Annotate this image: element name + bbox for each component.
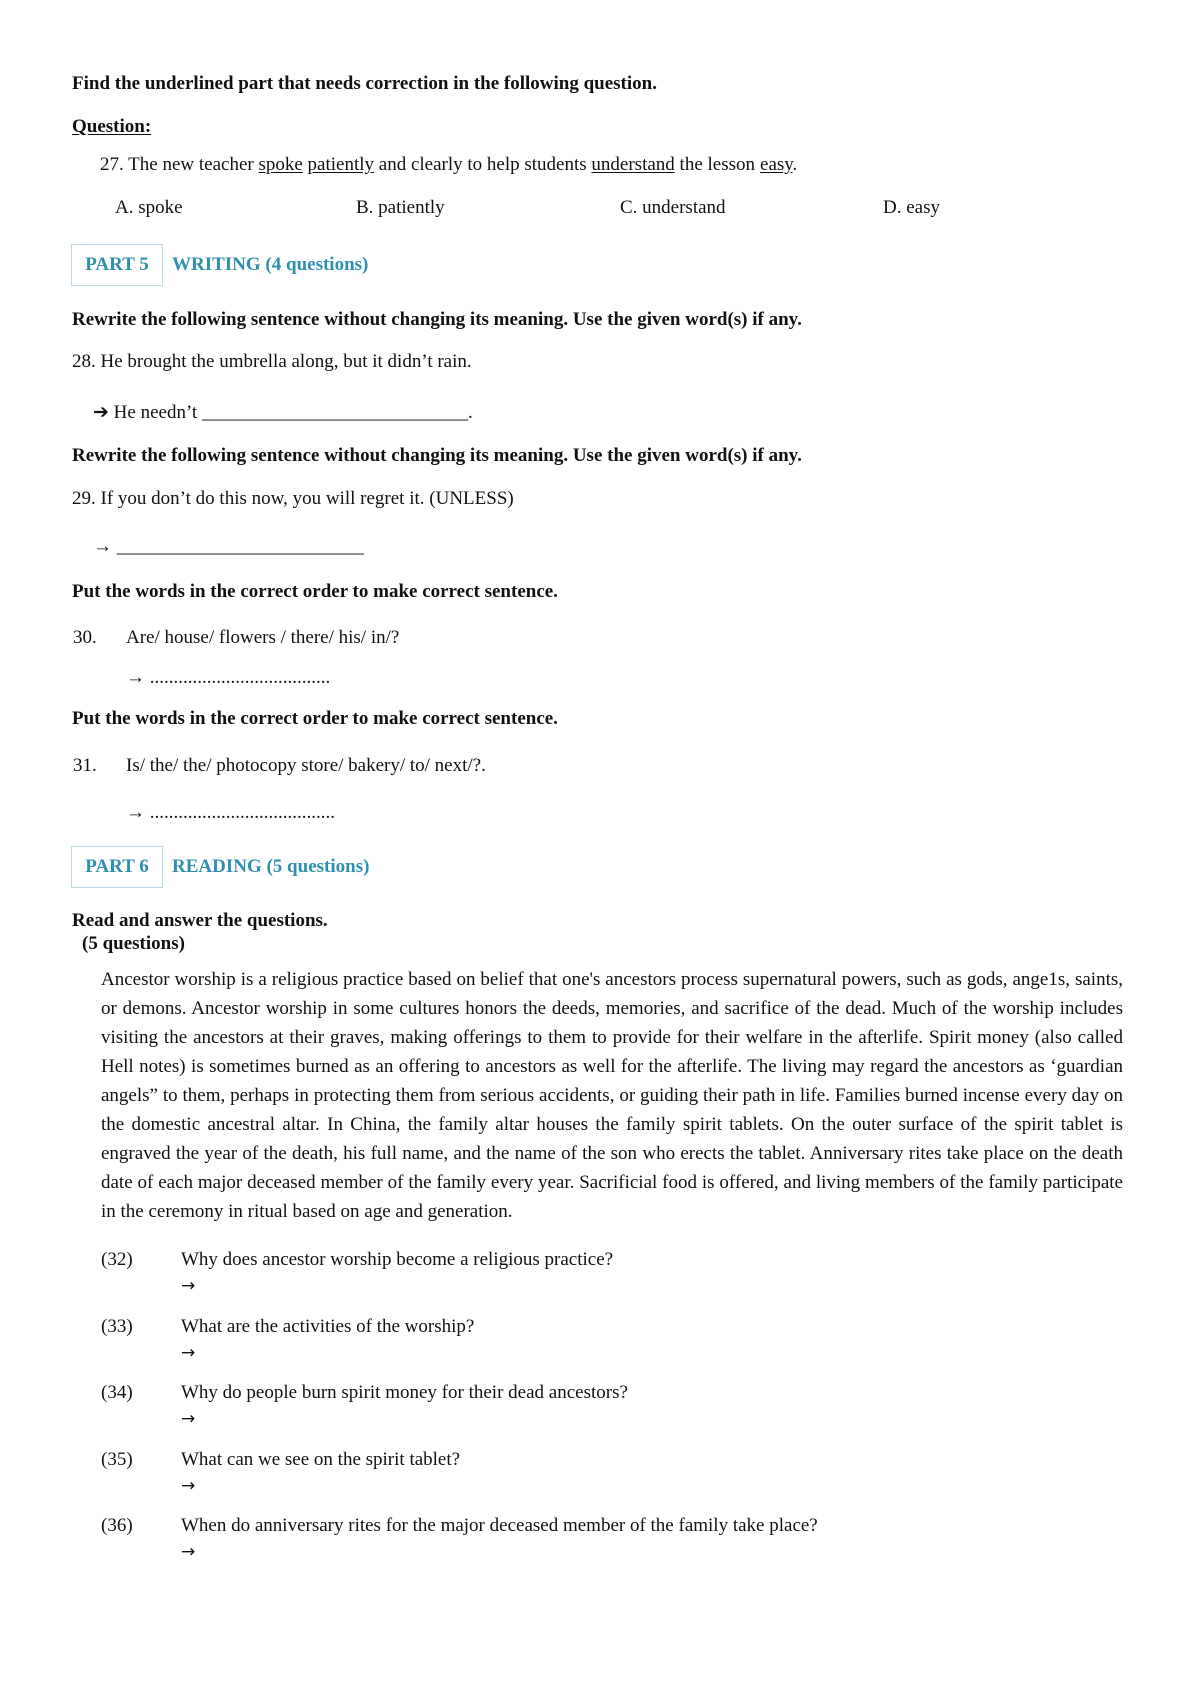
part-5-label: PART 5 bbox=[71, 244, 163, 286]
instruction-reorder-1: Put the words in the correct order to make correct sentence. bbox=[72, 581, 558, 602]
instruction-rewrite-1: Rewrite the following sentence without changing its meaning. Use the given word(s) if any. bbox=[72, 309, 802, 330]
question-30-number: 30. bbox=[73, 627, 97, 648]
answer-line-28[interactable]: ➔ He needn’t ____________________________. bbox=[93, 402, 473, 423]
question-text: Why do people burn spirit money for their dead ancestors? bbox=[181, 1382, 628, 1403]
answer-arrow[interactable]: → bbox=[181, 1343, 196, 1363]
answer-arrow[interactable]: → bbox=[181, 1276, 196, 1296]
answer-line-31[interactable]: → ....................................... bbox=[126, 802, 335, 823]
question-29: 29. If you don’t do this now, you will regret it. (UNLESS) bbox=[72, 488, 514, 509]
question-text: What are the activities of the worship? bbox=[181, 1316, 475, 1337]
option-d[interactable]: D. easy bbox=[883, 197, 940, 218]
option-a[interactable]: A. spoke bbox=[115, 197, 183, 218]
question-number: (35) bbox=[101, 1449, 133, 1470]
question-label: Question: bbox=[72, 116, 152, 137]
underlined-part-b: patiently bbox=[307, 154, 375, 175]
question-text: the lesson bbox=[679, 154, 756, 175]
question-period: . bbox=[792, 154, 798, 175]
question-number: (32) bbox=[101, 1249, 133, 1270]
answer-arrow[interactable]: → bbox=[181, 1409, 196, 1429]
option-c[interactable]: C. understand bbox=[620, 197, 726, 218]
question-text: The new teacher bbox=[128, 154, 254, 175]
question-30: Are/ house/ flowers / there/ his/ in/? bbox=[126, 627, 400, 648]
answer-arrow[interactable]: → bbox=[181, 1542, 196, 1562]
underlined-part-a: spoke bbox=[258, 154, 303, 175]
question-31-number: 31. bbox=[73, 755, 97, 776]
part-6-label: PART 6 bbox=[71, 846, 163, 888]
part-5-title: WRITING (4 questions) bbox=[172, 254, 369, 275]
answer-arrow[interactable]: → bbox=[181, 1476, 196, 1496]
question-text: and clearly to help students bbox=[378, 154, 587, 175]
underlined-part-c: understand bbox=[591, 154, 675, 175]
option-b[interactable]: B. patiently bbox=[356, 197, 445, 218]
question-number: (36) bbox=[101, 1515, 133, 1536]
question-text: When do anniversary rites for the major deceased member of the family take place? bbox=[181, 1515, 818, 1536]
underlined-part-d: easy bbox=[760, 154, 793, 175]
question-text: Why does ancestor worship become a religious practice? bbox=[181, 1249, 614, 1270]
question-31: Is/ the/ the/ photocopy store/ bakery/ to/ next/?. bbox=[126, 755, 486, 776]
instruction-find-error: Find the underlined part that needs correction in the following question. bbox=[72, 73, 657, 94]
question-text: What can we see on the spirit tablet? bbox=[181, 1449, 461, 1470]
answer-line-29[interactable]: → __________________________ bbox=[93, 536, 364, 557]
part-6-title: READING (5 questions) bbox=[172, 856, 370, 877]
reading-passage: Ancestor worship is a religious practice based on belief that one's ancestors process supernatural powers, such as gods, ange1s, saints, or demons. Ancestor worship in some cultures honors the deeds, memories, and sacrifice of the dead. Much of the worship includes visiting the ancestors at their graves, making offerings to them to provide for their welfare in the afterlife. Spirit money (also called Hell notes) is sometimes burned as an offering to ancestors as well for the afterlife. The living may regard the ancestors as ‘guardian angels” to them, perhaps in protecting them from serious accidents, or guiding their path in life. Families burned incense every day on the domestic ancestral altar. In China, the family altar houses the family spirit tablets. On the outer surface of the spirit tablet is engraved the year of the death, his full name, and the name of the son who erects the tablet. Anniversary rites take place on the death date of each major deceased member of the family every year. Sacrificial food is offered, and living members of the family participate in the ceremony in ritual based on age and generation. bbox=[101, 969, 1123, 1222]
question-number: (34) bbox=[101, 1382, 133, 1403]
question-number: (33) bbox=[101, 1316, 133, 1337]
instruction-reorder-2: Put the words in the correct order to make correct sentence. bbox=[72, 708, 558, 729]
answer-line-30[interactable]: → ...................................... bbox=[126, 667, 331, 688]
question-number: 27. bbox=[100, 154, 124, 175]
instruction-reading-count: (5 questions) bbox=[82, 933, 185, 954]
question-27 bbox=[100, 154, 797, 176]
question-28: 28. He brought the umbrella along, but it didn’t rain. bbox=[72, 351, 472, 372]
instruction-reading: Read and answer the questions. bbox=[72, 910, 328, 931]
instruction-rewrite-2: Rewrite the following sentence without changing its meaning. Use the given word(s) if any. bbox=[72, 445, 802, 466]
